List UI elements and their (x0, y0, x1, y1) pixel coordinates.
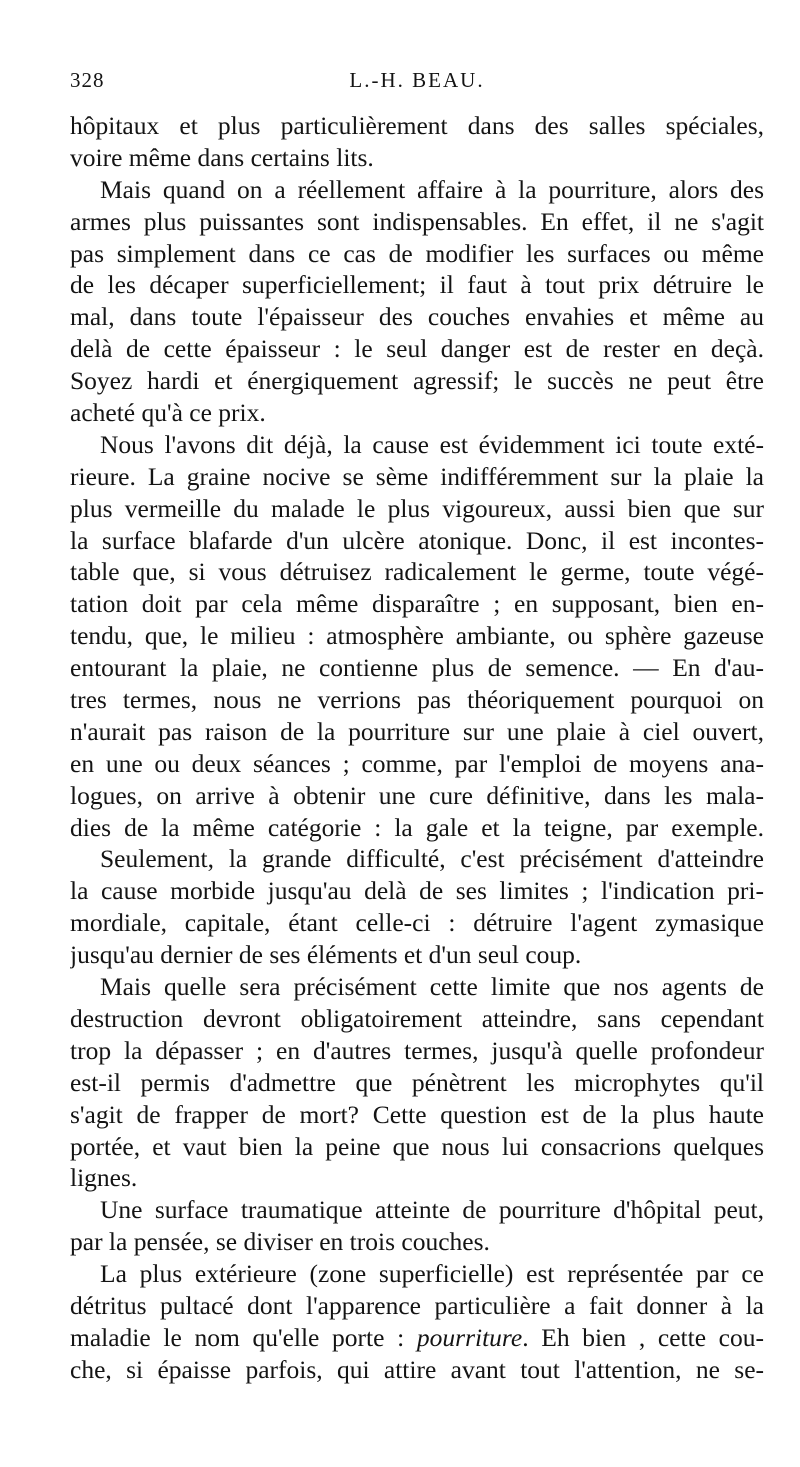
text-line-mixed (70, 1322, 764, 1354)
text-line: Seulement, la grande difficulté, c'est précisément d'atteindre (100, 844, 764, 874)
text-line: La plus extérieure (zone superficielle) est représentée par ce (100, 1259, 764, 1289)
text-line: Nous l'avons dit déjà, la cause est évidemment ici toute exté- (100, 429, 764, 459)
italic-term: pourriture (416, 1322, 523, 1352)
text-line: Mais quelle sera précisément cette limite que nos agents de (100, 972, 764, 1002)
text-line: rieure. La graine nocive se sème indifféremment sur la plaie la (70, 461, 764, 491)
text-line: plus vermeille du malade le plus vigoureux, aussi bien que sur (70, 493, 764, 523)
text-line: delà de cette épaisseur : le seul danger est de rester en deçà. (70, 334, 764, 364)
text-line: jusqu'au dernier de ses éléments et d'un seul coup. (70, 940, 582, 970)
text-line: dies de la même catégorie : la gale et la teigne, par exemple. (70, 812, 764, 842)
running-head (70, 68, 764, 98)
text-line: che, si épaisse parfois, qui attire avant tout l'attention, ne se- (70, 1354, 764, 1384)
text-segment: maladie le nom qu'elle porte : (70, 1322, 417, 1352)
running-title: L.-H. BEAU. (349, 68, 485, 92)
text-line: s'agit de frapper de mort? Cette question est de la plus haute (70, 1099, 764, 1129)
text-line: hôpitaux et plus particulièrement dans des salles spéciales, (70, 111, 764, 140)
text-line: tation doit par cela même disparaître ; en supposant, bien en- (70, 589, 764, 619)
text-line: tendu, que, le milieu : atmosphère ambiante, ou sphère gazeuse (70, 621, 764, 651)
text-line: entourant la plaie, ne contienne plus de semence. — En d'au- (70, 653, 764, 683)
text-line: n'aurait pas raison de la pourriture sur une plaie à ciel ouvert, (70, 716, 764, 746)
text-segment: . Eh bien , cette cou- (522, 1322, 764, 1352)
body-text (70, 110, 764, 1386)
text-line: est-il permis d'admettre que pénètrent les microphytes qu'il (70, 1067, 764, 1097)
text-line: armes plus puissantes sont indispensables. En effet, il ne s'agit (70, 206, 764, 236)
text-line: la cause morbide jusqu'au delà de ses limites ; l'indication pri- (70, 876, 764, 906)
text-line: Soyez hardi et énergiquement agressif; le succès ne peut être (70, 366, 764, 396)
text-line: trop la dépasser ; en d'autres termes, jusqu'à quelle profondeur (70, 1035, 764, 1065)
text-line: portée, et vaut bien la peine que nous lui consacrions quelques (70, 1131, 764, 1161)
text-line: lignes. (70, 1163, 138, 1193)
text-line: en une ou deux séances ; comme, par l'emploi de moyens ana- (70, 748, 764, 778)
text-line: de les décaper superficiellement; il faut à tout prix détruire le (70, 270, 764, 300)
text-line: logues, on arrive à obtenir une cure définitive, dans les mala- (70, 780, 764, 810)
text-line: voire même dans certains lits. (70, 142, 374, 172)
text-line: mal, dans toute l'épaisseur des couches envahies et même au (70, 302, 764, 332)
text-line: la surface blafarde d'un ulcère atonique. Donc, il est incontes- (70, 525, 764, 555)
text-line: mordiale, capitale, étant celle-ci : détruire l'agent zymasique (70, 908, 764, 938)
text-line: Mais quand on a réellement affaire à la pourriture, alors des (100, 174, 764, 204)
text-line: destruction devront obligatoirement atteindre, sans cependant (70, 1003, 764, 1033)
text-line: acheté qu'à ce prix. (70, 398, 266, 428)
text-line: table que, si vous détruisez radicalement le germe, toute végé- (70, 557, 764, 587)
text-line: pas simplement dans ce cas de modifier les surfaces ou même (70, 238, 764, 268)
text-line: par la pensée, se diviser en trois couches. (70, 1227, 490, 1257)
page-number: 328 (70, 68, 105, 92)
text-line: Une surface traumatique atteinte de pourriture d'hôpital peut, (100, 1195, 764, 1225)
text-line: tres termes, nous ne verrions pas théoriquement pourquoi on (70, 685, 764, 715)
text-line: détritus pultacé dont l'apparence particulière a fait donner à la (70, 1290, 764, 1320)
